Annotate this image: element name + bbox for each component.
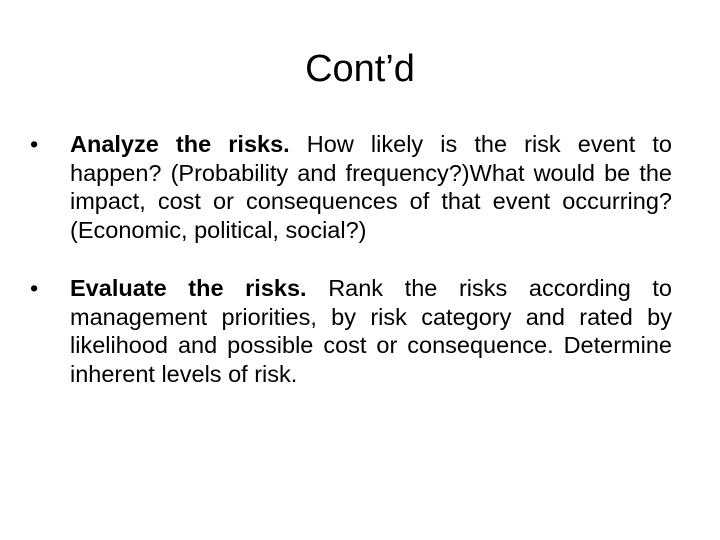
bullet-heading: Evaluate the risks.: [70, 275, 307, 301]
bullet-heading: Analyze the risks.: [70, 131, 290, 157]
bullet-evaluate-risks: [24, 274, 672, 388]
bullet-text: Rank the risks according to management priorities, by risk category and rated by likelihood and possible cost or consequence. Determine inherent levels of risk.: [70, 275, 672, 387]
bullet-dot-icon: •: [30, 275, 39, 301]
bullet-list: [24, 130, 672, 418]
slide-title: Cont’d: [305, 48, 415, 90]
bullet-text: How likely is the risk event to happen? (Probability and frequency?)What would be the impact, cost or consequences of that event occurring? (Economic, political, social?): [70, 131, 672, 243]
bullet-analyze-risks: [24, 130, 672, 244]
bullet-dot-icon: •: [30, 131, 39, 157]
